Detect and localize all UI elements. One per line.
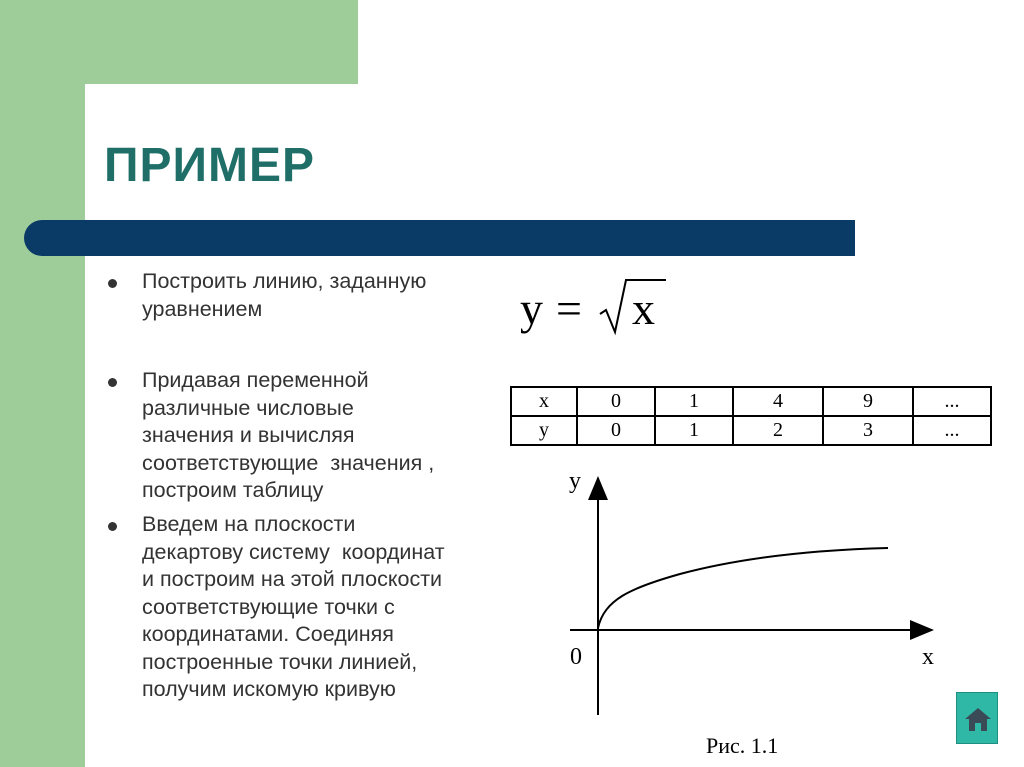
home-button[interactable] — [956, 692, 998, 744]
bullet-dot — [108, 522, 117, 531]
values-table — [510, 386, 992, 446]
formula — [520, 276, 680, 346]
table-cell: 0 — [577, 416, 655, 445]
table-row — [511, 387, 991, 416]
formula-lhs: y — [520, 283, 543, 334]
x-axis-label: x — [922, 644, 934, 670]
decor-top-band — [0, 0, 358, 84]
title-underline-bar — [24, 220, 855, 256]
bullet-dot — [108, 279, 117, 288]
decor-left-strip — [0, 0, 85, 767]
table-cell: 4 — [733, 387, 823, 416]
function-graph — [560, 460, 960, 720]
table-cell: 1 — [655, 416, 733, 445]
formula-radicand: x — [632, 283, 655, 334]
table-cell: ... — [913, 387, 991, 416]
table-cell: x — [511, 387, 577, 416]
table-cell: 3 — [823, 416, 913, 445]
home-icon — [963, 705, 993, 733]
slide-title: ПРИМЕР — [104, 139, 316, 192]
table-cell: 1 — [655, 387, 733, 416]
table-cell: 0 — [577, 387, 655, 416]
bullet-dot — [108, 378, 117, 387]
sqrt-curve — [598, 548, 888, 628]
bullet-text: Введем на плоскости декартову систему координат и построим на этой плоскости соответствующие точки с координатами. Соединяя построенные точки линией, получим искомую кривую — [142, 512, 445, 701]
origin-label: 0 — [570, 644, 582, 670]
bullet-text: Построить линию, заданную уравнением — [142, 269, 427, 321]
table-row — [511, 416, 991, 445]
figure-caption: Рис. 1.1 — [706, 733, 779, 758]
table-cell: y — [511, 416, 577, 445]
y-axis-label: y — [569, 468, 581, 494]
table-cell: 2 — [733, 416, 823, 445]
formula-equals: = — [556, 283, 582, 334]
table-cell: 9 — [823, 387, 913, 416]
table-cell: ... — [913, 416, 991, 445]
bullet-text: Придавая переменной различные числовые значения и вычисляя соответствующие значения , построим таблицу — [142, 368, 435, 502]
